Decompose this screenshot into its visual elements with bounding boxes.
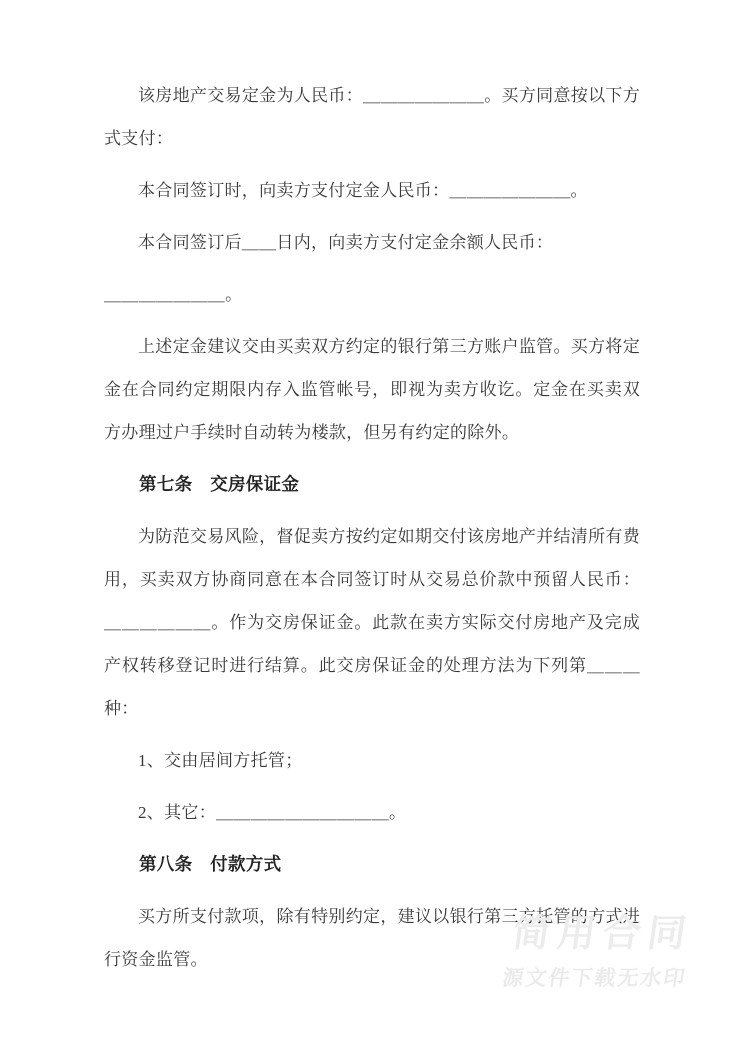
watermark-title: 简用合同: [509, 913, 696, 955]
contract-paragraph-payment-on-sign: 本合同签订时，向卖方支付定金人民币：＿＿＿＿＿＿＿。: [138, 181, 588, 200]
contract-paragraph-handover-deposit: 为防范交易风险，督促卖方按约定如期交付该房地产并结清所有费用，买卖双方协商同意在本合同签订时从交易总价款中预留人民币：＿＿＿＿＿＿。作为交房保证金。此款在卖方实际交付房地产及完成产权转移登记时进行结算。此交房保证金的处理方法为下列第＿＿＿种：: [104, 527, 640, 718]
contract-paragraph-deposit-amount: 该房地产交易定金为人民币：＿＿＿＿＿＿＿。买方同意按以下方式支付：: [104, 86, 640, 148]
contract-paragraph-escrow-terms: 上述定金建议交由买卖双方约定的银行第三方账户监管。买方将定金在合同约定期限内存入监管帐号，即视为卖方收讫。定金在买卖双方办理过户手续时自动转为楼款，但另有约定的除外。: [104, 337, 640, 442]
contract-paragraph-payment-method: 买方所支付款项，除有特别约定，建议以银行第三方托管的方式进行资金监管。: [104, 907, 640, 969]
section-heading-article-7: 第七条 交房保证金: [139, 474, 300, 494]
watermark-subtitle: 源文件下载无水印: [500, 967, 689, 990]
contract-paragraph-balance-payment: 本合同签订后＿＿日内，向卖方支付定金余额人民币：: [138, 233, 554, 252]
contract-paragraph-blank-line: ＿＿＿＿＿＿＿。: [104, 285, 243, 304]
contract-list-item-2: 2、其它：＿＿＿＿＿＿＿＿＿＿。: [138, 803, 407, 822]
contract-list-item-1: 1、交由居间方托管；: [138, 751, 303, 770]
section-heading-article-8: 第八条 付款方式: [139, 854, 282, 874]
